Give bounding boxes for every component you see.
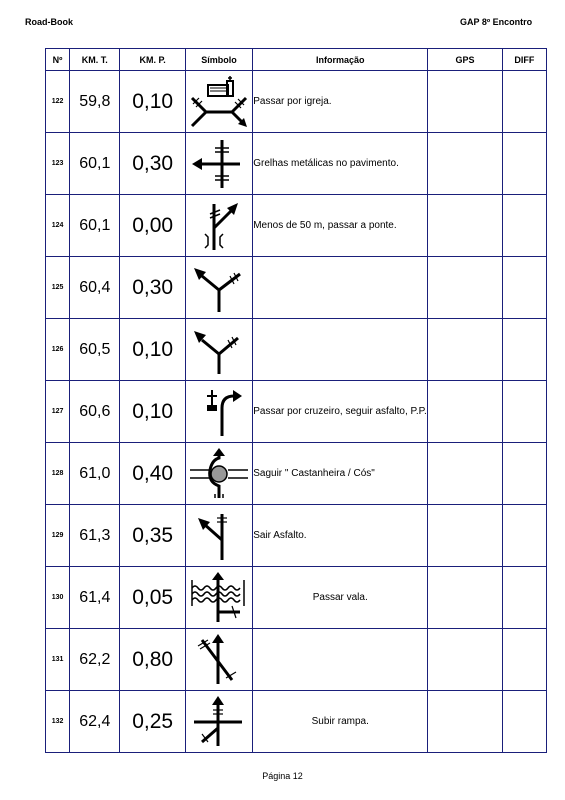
ditch-icon bbox=[188, 572, 250, 624]
col-header-diff: DIFF bbox=[502, 49, 546, 71]
gps-cell bbox=[428, 567, 502, 629]
row-number: 130 bbox=[46, 567, 70, 629]
gps-cell bbox=[428, 319, 502, 381]
km-total: 60,4 bbox=[70, 257, 120, 319]
diagonal-crossing-icon bbox=[188, 634, 250, 686]
gps-cell bbox=[428, 71, 502, 133]
diff-cell bbox=[502, 133, 546, 195]
diff-cell bbox=[502, 629, 546, 691]
gps-cell bbox=[428, 629, 502, 691]
diff-cell bbox=[502, 691, 546, 753]
gps-cell bbox=[428, 195, 502, 257]
row-info bbox=[253, 629, 428, 691]
diff-cell bbox=[502, 505, 546, 567]
km-total: 60,1 bbox=[70, 133, 120, 195]
col-header-symbol: Símbolo bbox=[185, 49, 252, 71]
header-event: GAP 8º Encontro bbox=[460, 17, 533, 27]
row-info: Passar por igreja. bbox=[253, 71, 428, 133]
diff-cell bbox=[502, 567, 546, 629]
row-number: 122 bbox=[46, 71, 70, 133]
row-info: Passar vala. bbox=[253, 567, 428, 629]
km-partial: 0,10 bbox=[120, 319, 185, 381]
km-total: 60,5 bbox=[70, 319, 120, 381]
km-total: 62,4 bbox=[70, 691, 120, 753]
km-partial: 0,00 bbox=[120, 195, 185, 257]
table-row bbox=[46, 195, 547, 257]
cross-right-curve-icon bbox=[188, 386, 250, 438]
turn-left-icon bbox=[188, 510, 250, 562]
km-partial: 0,30 bbox=[120, 133, 185, 195]
km-total: 60,6 bbox=[70, 381, 120, 443]
table-row bbox=[46, 567, 547, 629]
km-total: 61,3 bbox=[70, 505, 120, 567]
gps-cell bbox=[428, 257, 502, 319]
row-info: Saguir " Castanheira / Cós" bbox=[253, 443, 428, 505]
table-row bbox=[46, 691, 547, 753]
church-crossroads-icon bbox=[188, 76, 250, 128]
row-number: 128 bbox=[46, 443, 70, 505]
roundabout-icon bbox=[188, 448, 250, 500]
km-total: 62,2 bbox=[70, 629, 120, 691]
diff-cell bbox=[502, 195, 546, 257]
km-partial: 0,35 bbox=[120, 505, 185, 567]
gps-cell bbox=[428, 691, 502, 753]
km-partial: 0,25 bbox=[120, 691, 185, 753]
fork-left-icon bbox=[188, 324, 250, 376]
table-row bbox=[46, 257, 547, 319]
page-number: Página 12 bbox=[262, 771, 303, 781]
roadbook-table bbox=[45, 48, 547, 753]
diff-cell bbox=[502, 443, 546, 505]
table-row bbox=[46, 319, 547, 381]
ramp-crossing-icon bbox=[188, 696, 250, 748]
gps-cell bbox=[428, 381, 502, 443]
km-partial: 0,10 bbox=[120, 381, 185, 443]
row-number: 126 bbox=[46, 319, 70, 381]
diff-cell bbox=[502, 319, 546, 381]
col-header-gps: GPS bbox=[428, 49, 502, 71]
row-info: Sair Asfalto. bbox=[253, 505, 428, 567]
col-header-n: Nº bbox=[46, 49, 70, 71]
row-number: 124 bbox=[46, 195, 70, 257]
table-row bbox=[46, 133, 547, 195]
col-header-info: Informação bbox=[253, 49, 428, 71]
diff-cell bbox=[502, 257, 546, 319]
gps-cell bbox=[428, 133, 502, 195]
km-partial: 0,30 bbox=[120, 257, 185, 319]
row-number: 132 bbox=[46, 691, 70, 753]
table-row bbox=[46, 71, 547, 133]
row-number: 123 bbox=[46, 133, 70, 195]
table-row bbox=[46, 505, 547, 567]
table-header-row bbox=[46, 49, 547, 71]
grates-crossing-icon bbox=[188, 138, 250, 190]
row-info: Menos de 50 m, passar a ponte. bbox=[253, 195, 428, 257]
header-title: Road-Book bbox=[25, 17, 73, 27]
km-total: 60,1 bbox=[70, 195, 120, 257]
table-row bbox=[46, 629, 547, 691]
km-total: 61,4 bbox=[70, 567, 120, 629]
diff-cell bbox=[502, 381, 546, 443]
row-number: 127 bbox=[46, 381, 70, 443]
row-number: 131 bbox=[46, 629, 70, 691]
bridge-fork-icon bbox=[188, 200, 250, 252]
fork-left-icon bbox=[188, 262, 250, 314]
km-partial: 0,40 bbox=[120, 443, 185, 505]
km-partial: 0,05 bbox=[120, 567, 185, 629]
row-info bbox=[253, 319, 428, 381]
table-row bbox=[46, 443, 547, 505]
row-info bbox=[253, 257, 428, 319]
gps-cell bbox=[428, 505, 502, 567]
row-number: 125 bbox=[46, 257, 70, 319]
col-header-kmt: KM. T. bbox=[70, 49, 120, 71]
km-partial: 0,80 bbox=[120, 629, 185, 691]
km-total: 59,8 bbox=[70, 71, 120, 133]
row-number: 129 bbox=[46, 505, 70, 567]
col-header-kmp: KM. P. bbox=[120, 49, 185, 71]
row-info: Grelhas metálicas no pavimento. bbox=[253, 133, 428, 195]
row-info: Subir rampa. bbox=[253, 691, 428, 753]
gps-cell bbox=[428, 443, 502, 505]
row-info: Passar por cruzeiro, seguir asfalto, P.P. bbox=[253, 381, 428, 443]
km-total: 61,0 bbox=[70, 443, 120, 505]
km-partial: 0,10 bbox=[120, 71, 185, 133]
table-row bbox=[46, 381, 547, 443]
diff-cell bbox=[502, 71, 546, 133]
